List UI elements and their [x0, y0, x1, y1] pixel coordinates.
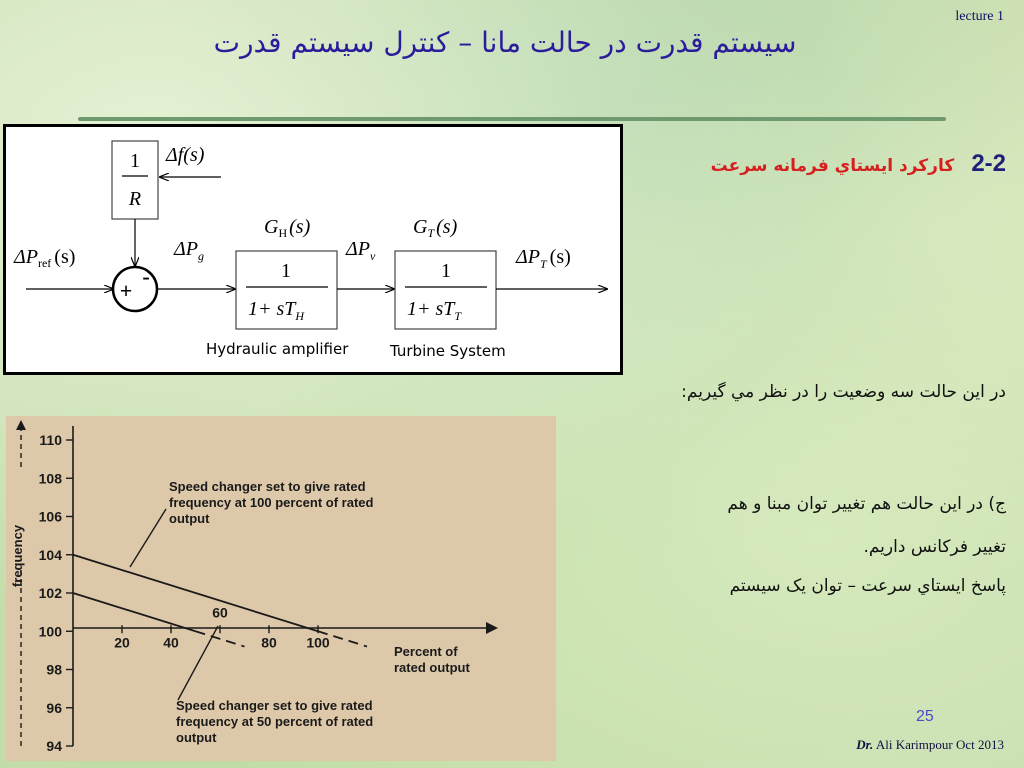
- output-label: $\Delta P_T$ (s): [516, 246, 571, 271]
- droop-denominator: R: [128, 188, 142, 210]
- y-tick-label: 94: [46, 738, 62, 754]
- x-tick-label: 60: [212, 604, 228, 621]
- y-tick-label: 108: [38, 470, 62, 487]
- x-tick-label: 100: [306, 634, 330, 651]
- x-axis-arrowhead: [486, 622, 498, 634]
- turbine-numerator: 1: [441, 260, 451, 282]
- turbine-denominator: $1+ sT_T$: [407, 298, 462, 323]
- annotation-series-2-line-2: frequency at 50 percent of rated: [176, 714, 374, 729]
- section-heading: [711, 150, 1006, 178]
- slide-title: سیستم قدرت در حالت مانا – کنترل سیستم قدرت: [213, 26, 797, 59]
- section-title: كاركرد ايستاي فرمانه سرعت: [710, 156, 955, 176]
- case-text-line-3: پاسخ ايستاي سرعت – توان یک سیستم: [729, 576, 1006, 596]
- summer-plus-sign: +: [119, 278, 133, 303]
- governor-denominator: $1+ sT_H$: [248, 298, 305, 323]
- x-axis-label-line-1: Percent of: [394, 644, 458, 659]
- pg-label: $\Delta P_g$: [174, 238, 204, 263]
- annotation-series-1-line-1: Speed changer set to give rated: [169, 479, 366, 494]
- series-2-segment: [196, 631, 245, 646]
- x-tick-label: 40: [163, 634, 179, 651]
- governor-caption: Hydraulic amplifier: [206, 340, 349, 358]
- y-tick-label: 104: [38, 546, 62, 563]
- annotation-series-2-line-3: output: [176, 730, 217, 745]
- callout-leader-series-1: [130, 509, 166, 567]
- x-axis-label: [394, 644, 470, 675]
- y-tick-label: 110: [39, 432, 62, 448]
- y-axis-label: frequency: [10, 524, 25, 588]
- reference-input-label: $\Delta P_{ref}$ (s): [14, 246, 76, 270]
- footer-title: Dr.: [856, 737, 874, 752]
- x-tick-label: 20: [114, 634, 130, 651]
- governor-numerator: 1: [281, 260, 291, 282]
- turbine-caption: Turbine System: [390, 342, 506, 360]
- y-tick-label: 100: [38, 623, 62, 640]
- title-divider: [78, 117, 946, 121]
- page-number: 25: [916, 708, 934, 725]
- droop-chart: [6, 416, 556, 761]
- footer-name: Ali Karimpour Oct 2013: [875, 737, 1004, 752]
- annotation-series-1-line-3: output: [169, 511, 210, 526]
- annotation-series-1: [169, 479, 377, 526]
- series-2-segment: [73, 593, 196, 631]
- governor-tf-label: $G_H$ (s): [264, 216, 311, 240]
- feedback-label: Δf(s): [166, 144, 205, 166]
- footer-author: [856, 737, 1004, 753]
- case-text-line-1: ج) در این حالت هم تغییر توان مبنا و هم: [727, 494, 1006, 514]
- x-tick-label: 80: [261, 634, 277, 651]
- y-tick-label: 102: [38, 585, 62, 601]
- pv-label: $\Delta P_v$: [346, 238, 376, 263]
- series-1-segment: [73, 555, 318, 632]
- case-text-line-2: تغییر فرکانس داریم.: [863, 537, 1006, 557]
- y-tick-label: 96: [46, 699, 62, 716]
- annotation-series-1-line-2: frequency at 100 percent of rated: [169, 495, 374, 510]
- y-tick-label: 98: [46, 661, 62, 678]
- intro-text: در اين حالت سه وضعيت را در نظر مي گيريم:: [681, 382, 1006, 402]
- callout-leader-series-2: [178, 626, 218, 700]
- summer-minus-sign: -: [142, 264, 150, 289]
- annotation-series-2-line-1: Speed changer set to give rated: [176, 698, 373, 713]
- droop-numerator: 1: [130, 150, 140, 172]
- section-number: 2-2: [971, 150, 1006, 177]
- lecture-tag: lecture 1: [955, 9, 1004, 24]
- y-tick-label: 106: [38, 508, 62, 525]
- turbine-tf-label: $G_T$ (s): [413, 216, 458, 240]
- block-diagram: [3, 124, 623, 375]
- annotation-series-2: [176, 698, 377, 745]
- x-axis-label-line-2: rated output: [394, 660, 470, 675]
